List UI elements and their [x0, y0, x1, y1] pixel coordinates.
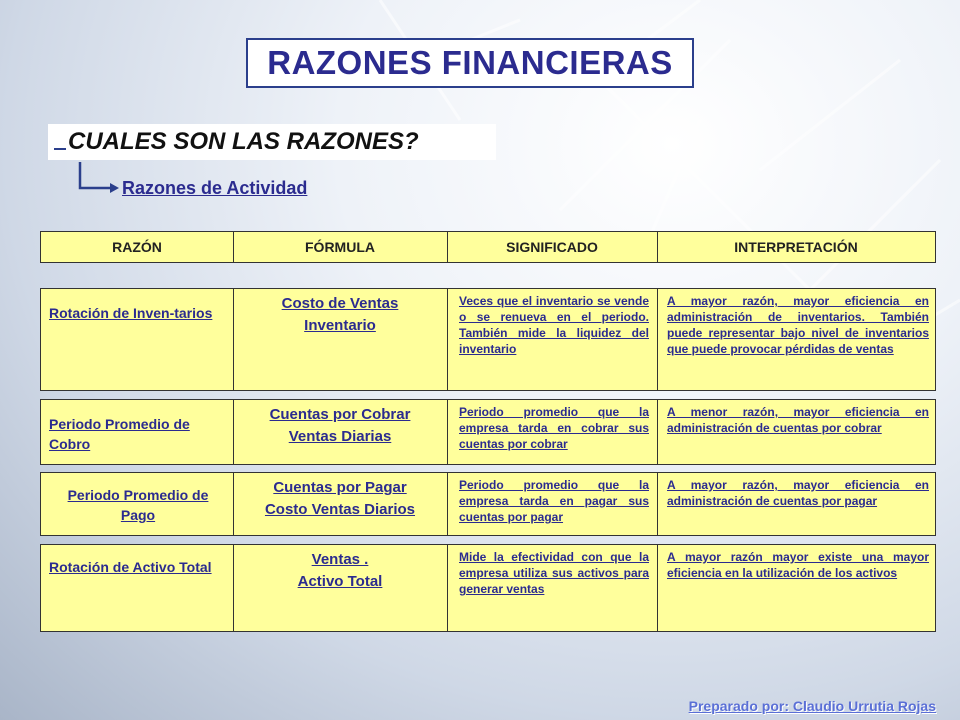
column-divider: [447, 289, 448, 390]
formula-denominator: Costo Ventas Diarios: [264, 501, 416, 518]
header-interpretacion: INTERPRETACIÓN: [734, 239, 858, 255]
row-formula: [233, 545, 447, 631]
subtitle-dash: [54, 134, 66, 150]
row-interpretacion: [667, 400, 929, 464]
header-significado: SIGNIFICADO: [506, 239, 598, 255]
significado-text: Periodo promedio que la empresa tarda en cobrar sus cuentas por cobrar: [459, 405, 649, 451]
column-divider: [657, 545, 658, 631]
significado-text: Periodo promedio que la empresa tarda en pagar sus cuentas por pagar: [459, 478, 649, 524]
subtitle-text: CUALES SON LAS RAZONES?: [68, 128, 419, 155]
header-formula: FÓRMULA: [305, 239, 375, 255]
column-divider: [657, 473, 658, 535]
row-formula: [233, 400, 447, 464]
table-row: [40, 399, 936, 465]
row-name: [41, 545, 233, 631]
significado-text: Mide la efectividad con que la empresa utiliza sus activos para generar ventas: [459, 550, 649, 596]
formula-numerator: Ventas .: [311, 551, 369, 568]
table-row: [40, 472, 936, 536]
column-divider: [657, 289, 658, 390]
subtitle-box: [48, 124, 496, 160]
row-name: [41, 400, 233, 464]
row-interpretacion: [667, 473, 929, 535]
row-significado: [459, 545, 649, 631]
row-name-text: Rotación de Inven-tarios: [49, 305, 213, 321]
interpretacion-text: A menor razón, mayor eficiencia en administración de cuentas por cobrar: [667, 405, 929, 435]
row-interpretacion: [667, 289, 929, 390]
table-row: [40, 288, 936, 391]
header-razon: RAZÓN: [112, 239, 162, 255]
formula-numerator: Costo de Ventas: [281, 295, 399, 312]
column-divider: [447, 400, 448, 464]
formula-numerator: Cuentas por Cobrar: [269, 406, 411, 423]
section-link-razones-actividad[interactable]: Razones de Actividad: [122, 178, 308, 198]
page-title: RAZONES FINANCIERAS: [246, 38, 694, 88]
formula-denominator: Inventario: [304, 317, 376, 334]
row-interpretacion: [667, 545, 929, 631]
table-header: [40, 231, 936, 263]
row-significado: [459, 400, 649, 464]
significado-text: Veces que el inventario se vende o se renueva en el periodo. También mide la liquidez del inventario: [459, 294, 649, 356]
interpretacion-text: A mayor razón, mayor eficiencia en administración de cuentas por pagar: [667, 478, 929, 508]
column-divider: [447, 545, 448, 631]
row-formula: [233, 289, 447, 390]
column-divider: [447, 473, 448, 535]
table-row: [40, 544, 936, 632]
row-significado: [459, 289, 649, 390]
row-name: [41, 473, 233, 535]
row-formula: [233, 473, 447, 535]
row-name: [41, 289, 233, 390]
formula-denominator: Ventas Diarias: [288, 428, 392, 445]
column-divider: [657, 400, 658, 464]
interpretacion-text: A mayor razón, mayor eficiencia en administración de inventarios. También puede representar bajo nivel de inventarios que puede provocar pérdidas de ventas: [667, 294, 929, 356]
row-name-text: Rotación de Activo Total: [49, 559, 212, 575]
interpretacion-text: A mayor razón mayor existe una mayor eficiencia en la utilización de los activos: [667, 550, 929, 580]
formula-numerator: Cuentas por Pagar: [273, 479, 407, 496]
row-name-text: Periodo Promedio de Cobro: [49, 416, 190, 452]
row-name-text: Periodo Promedio de Pago: [67, 487, 209, 523]
formula-denominator: Activo Total: [297, 573, 383, 590]
footer-author-link[interactable]: Preparado por: Claudio Urrutia Rojas: [688, 698, 936, 714]
row-significado: [459, 473, 649, 535]
